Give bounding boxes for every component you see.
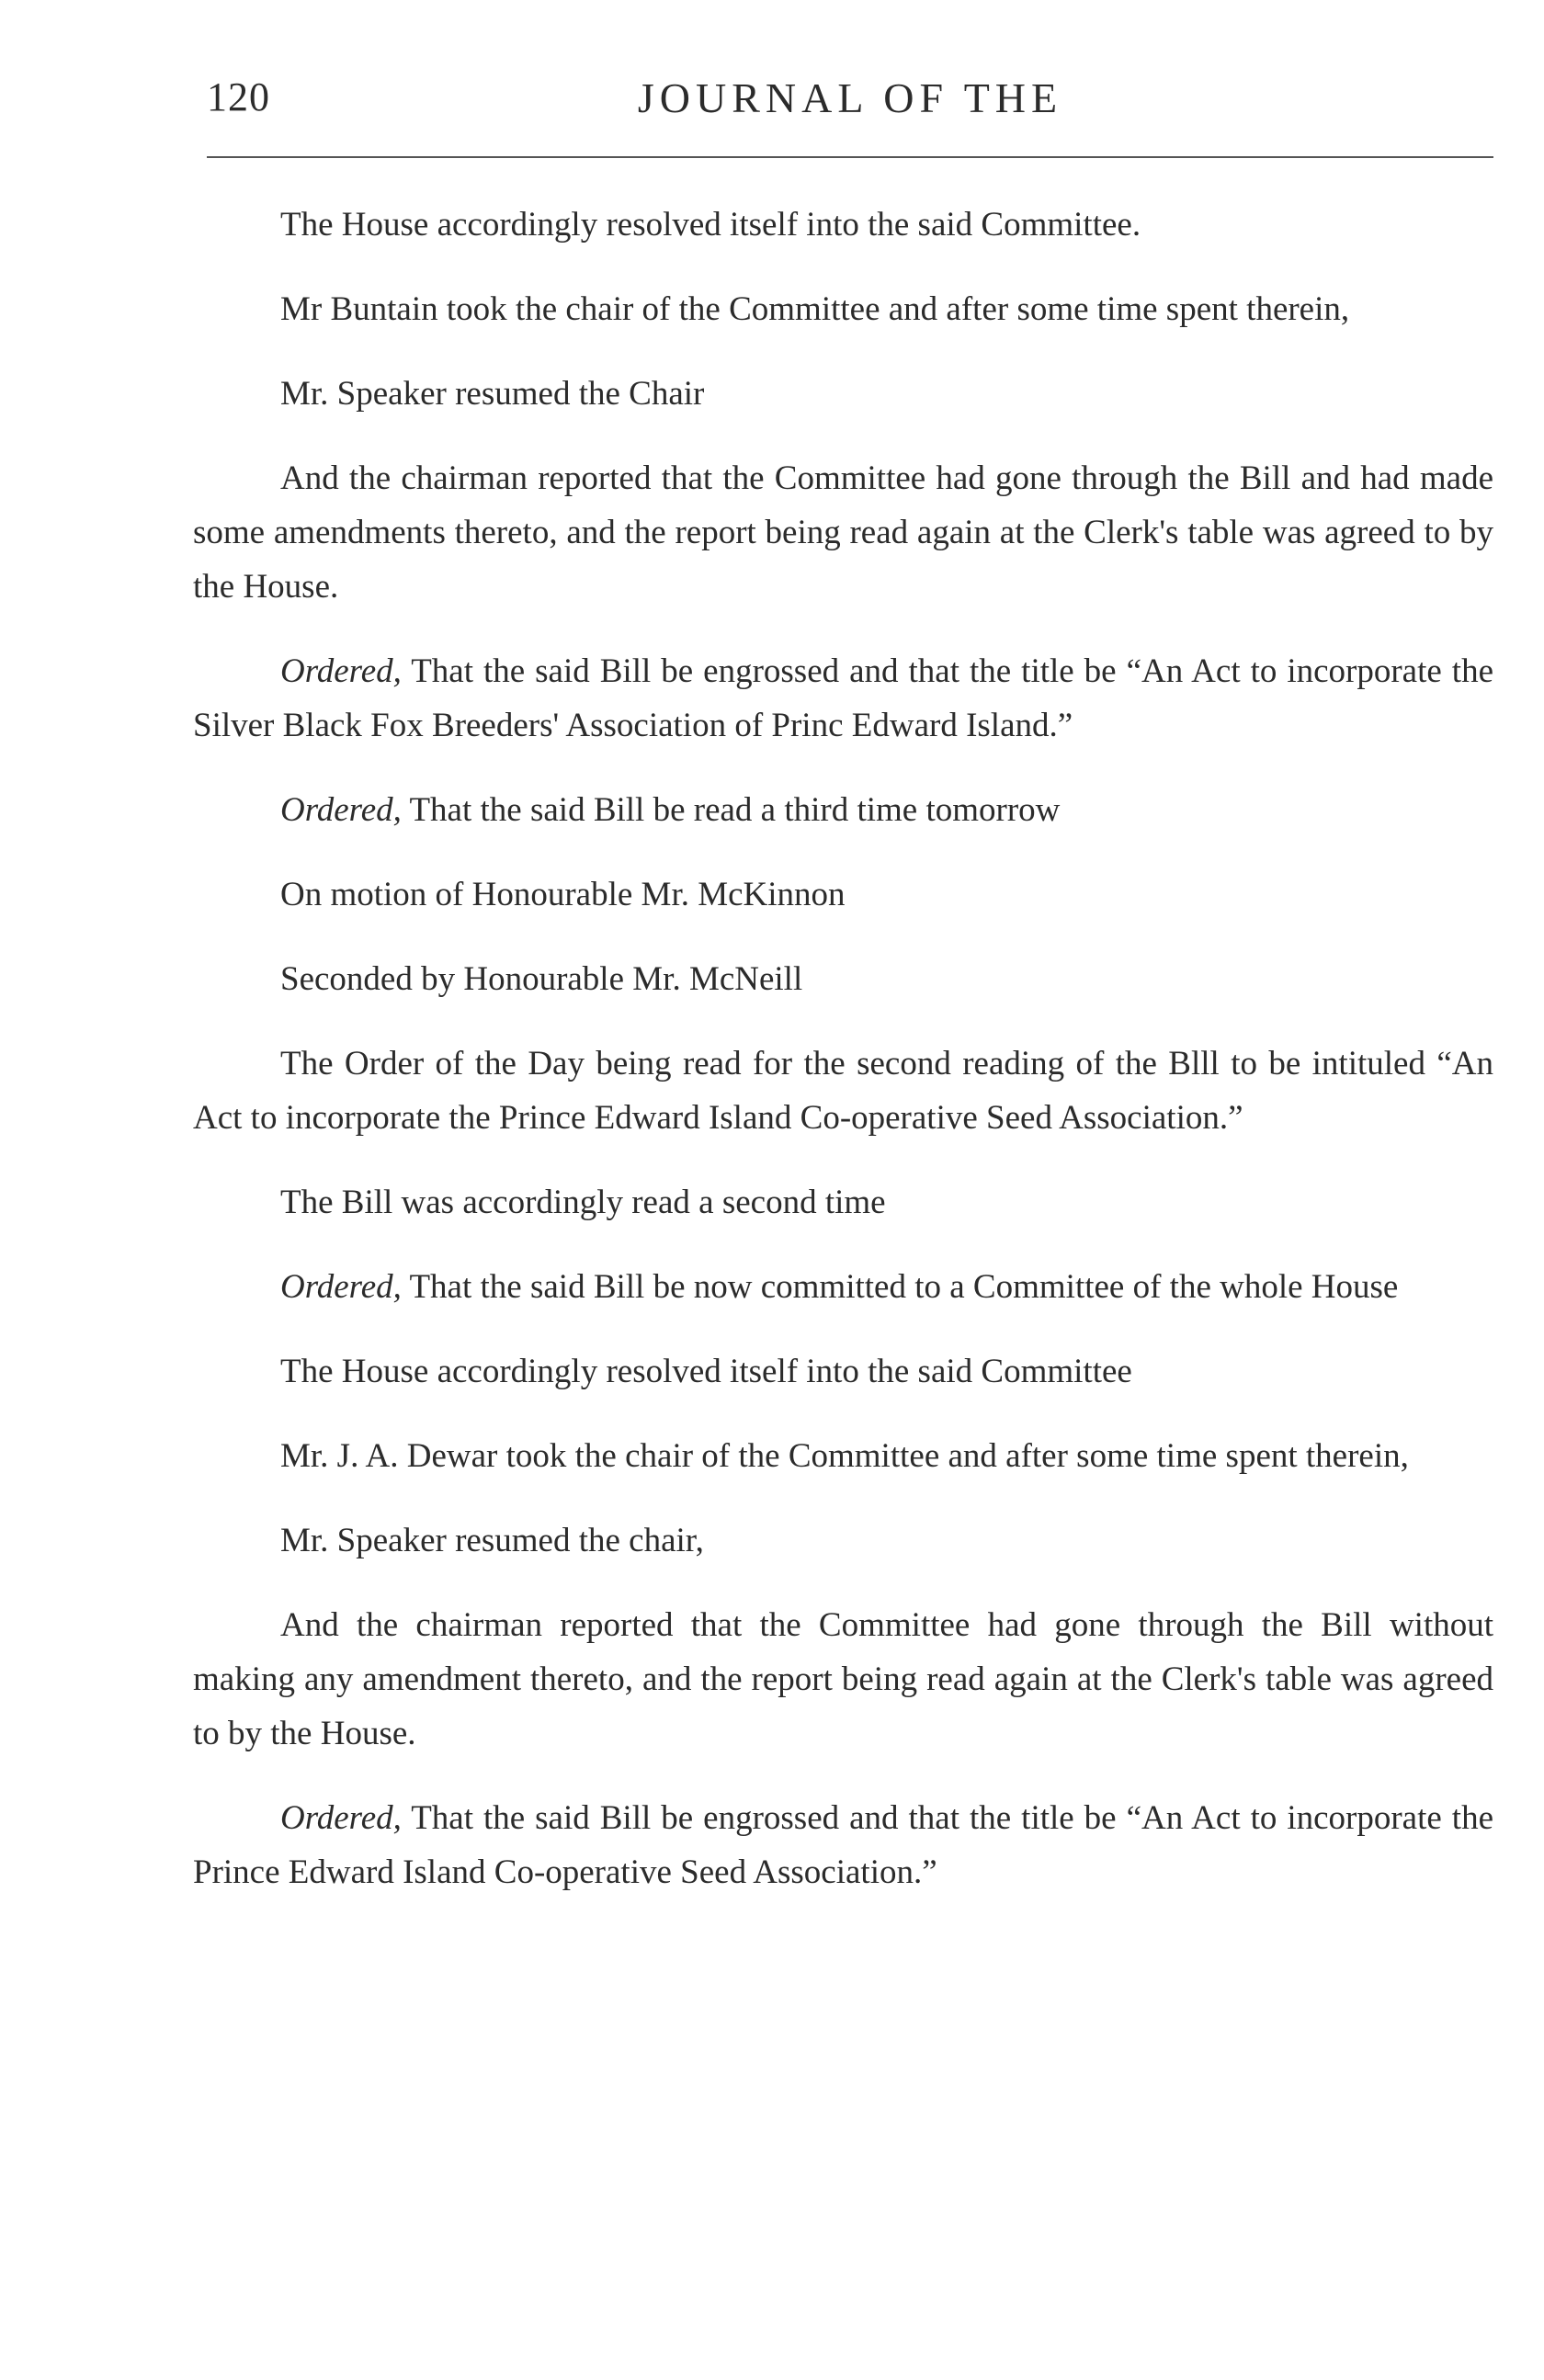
journal-body [193,198,1493,1930]
paragraph-text: Mr Buntain took the chair of the Committee and after some time spent therein, [280,290,1350,328]
paragraph-text: And the chairman reported that the Committee had gone through the Bill without making any amendment thereto, and the report being read again at the Clerk's table was agreed to by the House. [193,1606,1493,1752]
paragraph [193,952,1493,1006]
paragraph-lead: Ordered, [280,791,402,829]
paragraph-text: Mr. Speaker resumed the chair, [280,1522,704,1559]
paragraph-text: That the said Bill be read a third time tomorrow [401,791,1061,829]
page-header [207,74,1493,138]
paragraph [193,1260,1493,1314]
paragraph [193,1429,1493,1483]
paragraph-text: That the said Bill be now committed to a Committee of the whole House [401,1268,1399,1306]
paragraph-text: The House accordingly resolved itself into the said Committee [280,1353,1132,1390]
page-number: 120 [207,74,270,119]
paragraph [193,1037,1493,1145]
paragraph-text: On motion of Honourable Mr. McKinnon [280,876,846,913]
paragraph-text: The Bill was accordingly read a second time [280,1184,886,1221]
paragraph-lead: Ordered, [280,1799,402,1837]
paragraph [193,282,1493,336]
paragraph [193,783,1493,837]
paragraph [193,644,1493,753]
paragraph [193,451,1493,614]
running-title: JOURNAL OF THE [637,74,1063,121]
paragraph-lead: Ordered, [280,652,402,690]
paragraph [193,1344,1493,1399]
paragraph-text: That the said Bill be engrossed and that the title be “An Act to incorporate the Silver Black Fox Breeders' Association of Princ Edward Island.” [193,652,1493,744]
header-divider [207,156,1493,158]
paragraph-text: The House accordingly resolved itself into the said Committee. [280,206,1141,244]
paragraph [193,1513,1493,1568]
paragraph-lead: Ordered, [280,1268,402,1306]
paragraph-text: That the said Bill be engrossed and that the title be “An Act to incorporate the Prince Edward Island Co-operative Seed Association.” [193,1799,1493,1891]
paragraph-text: Mr. Speaker resumed the Chair [280,375,705,413]
paragraph [193,1791,1493,1899]
paragraph-text: Seconded by Honourable Mr. McNeill [280,960,803,998]
paragraph [193,198,1493,252]
paragraph-text: And the chairman reported that the Committee had gone through the Bill and had made some amendments thereto, and the report being read again at the Clerk's table was agreed to by the House. [193,459,1493,606]
paragraph [193,1175,1493,1230]
paragraph-text: Mr. J. A. Dewar took the chair of the Committee and after some time spent therein, [280,1437,1409,1475]
paragraph [193,367,1493,421]
paragraph [193,1598,1493,1761]
paragraph-text: The Order of the Day being read for the second reading of the Blll to be intituled “An Act to incorporate the Prince Edward Island Co-operative Seed Association.” [193,1045,1493,1137]
paragraph [193,867,1493,922]
